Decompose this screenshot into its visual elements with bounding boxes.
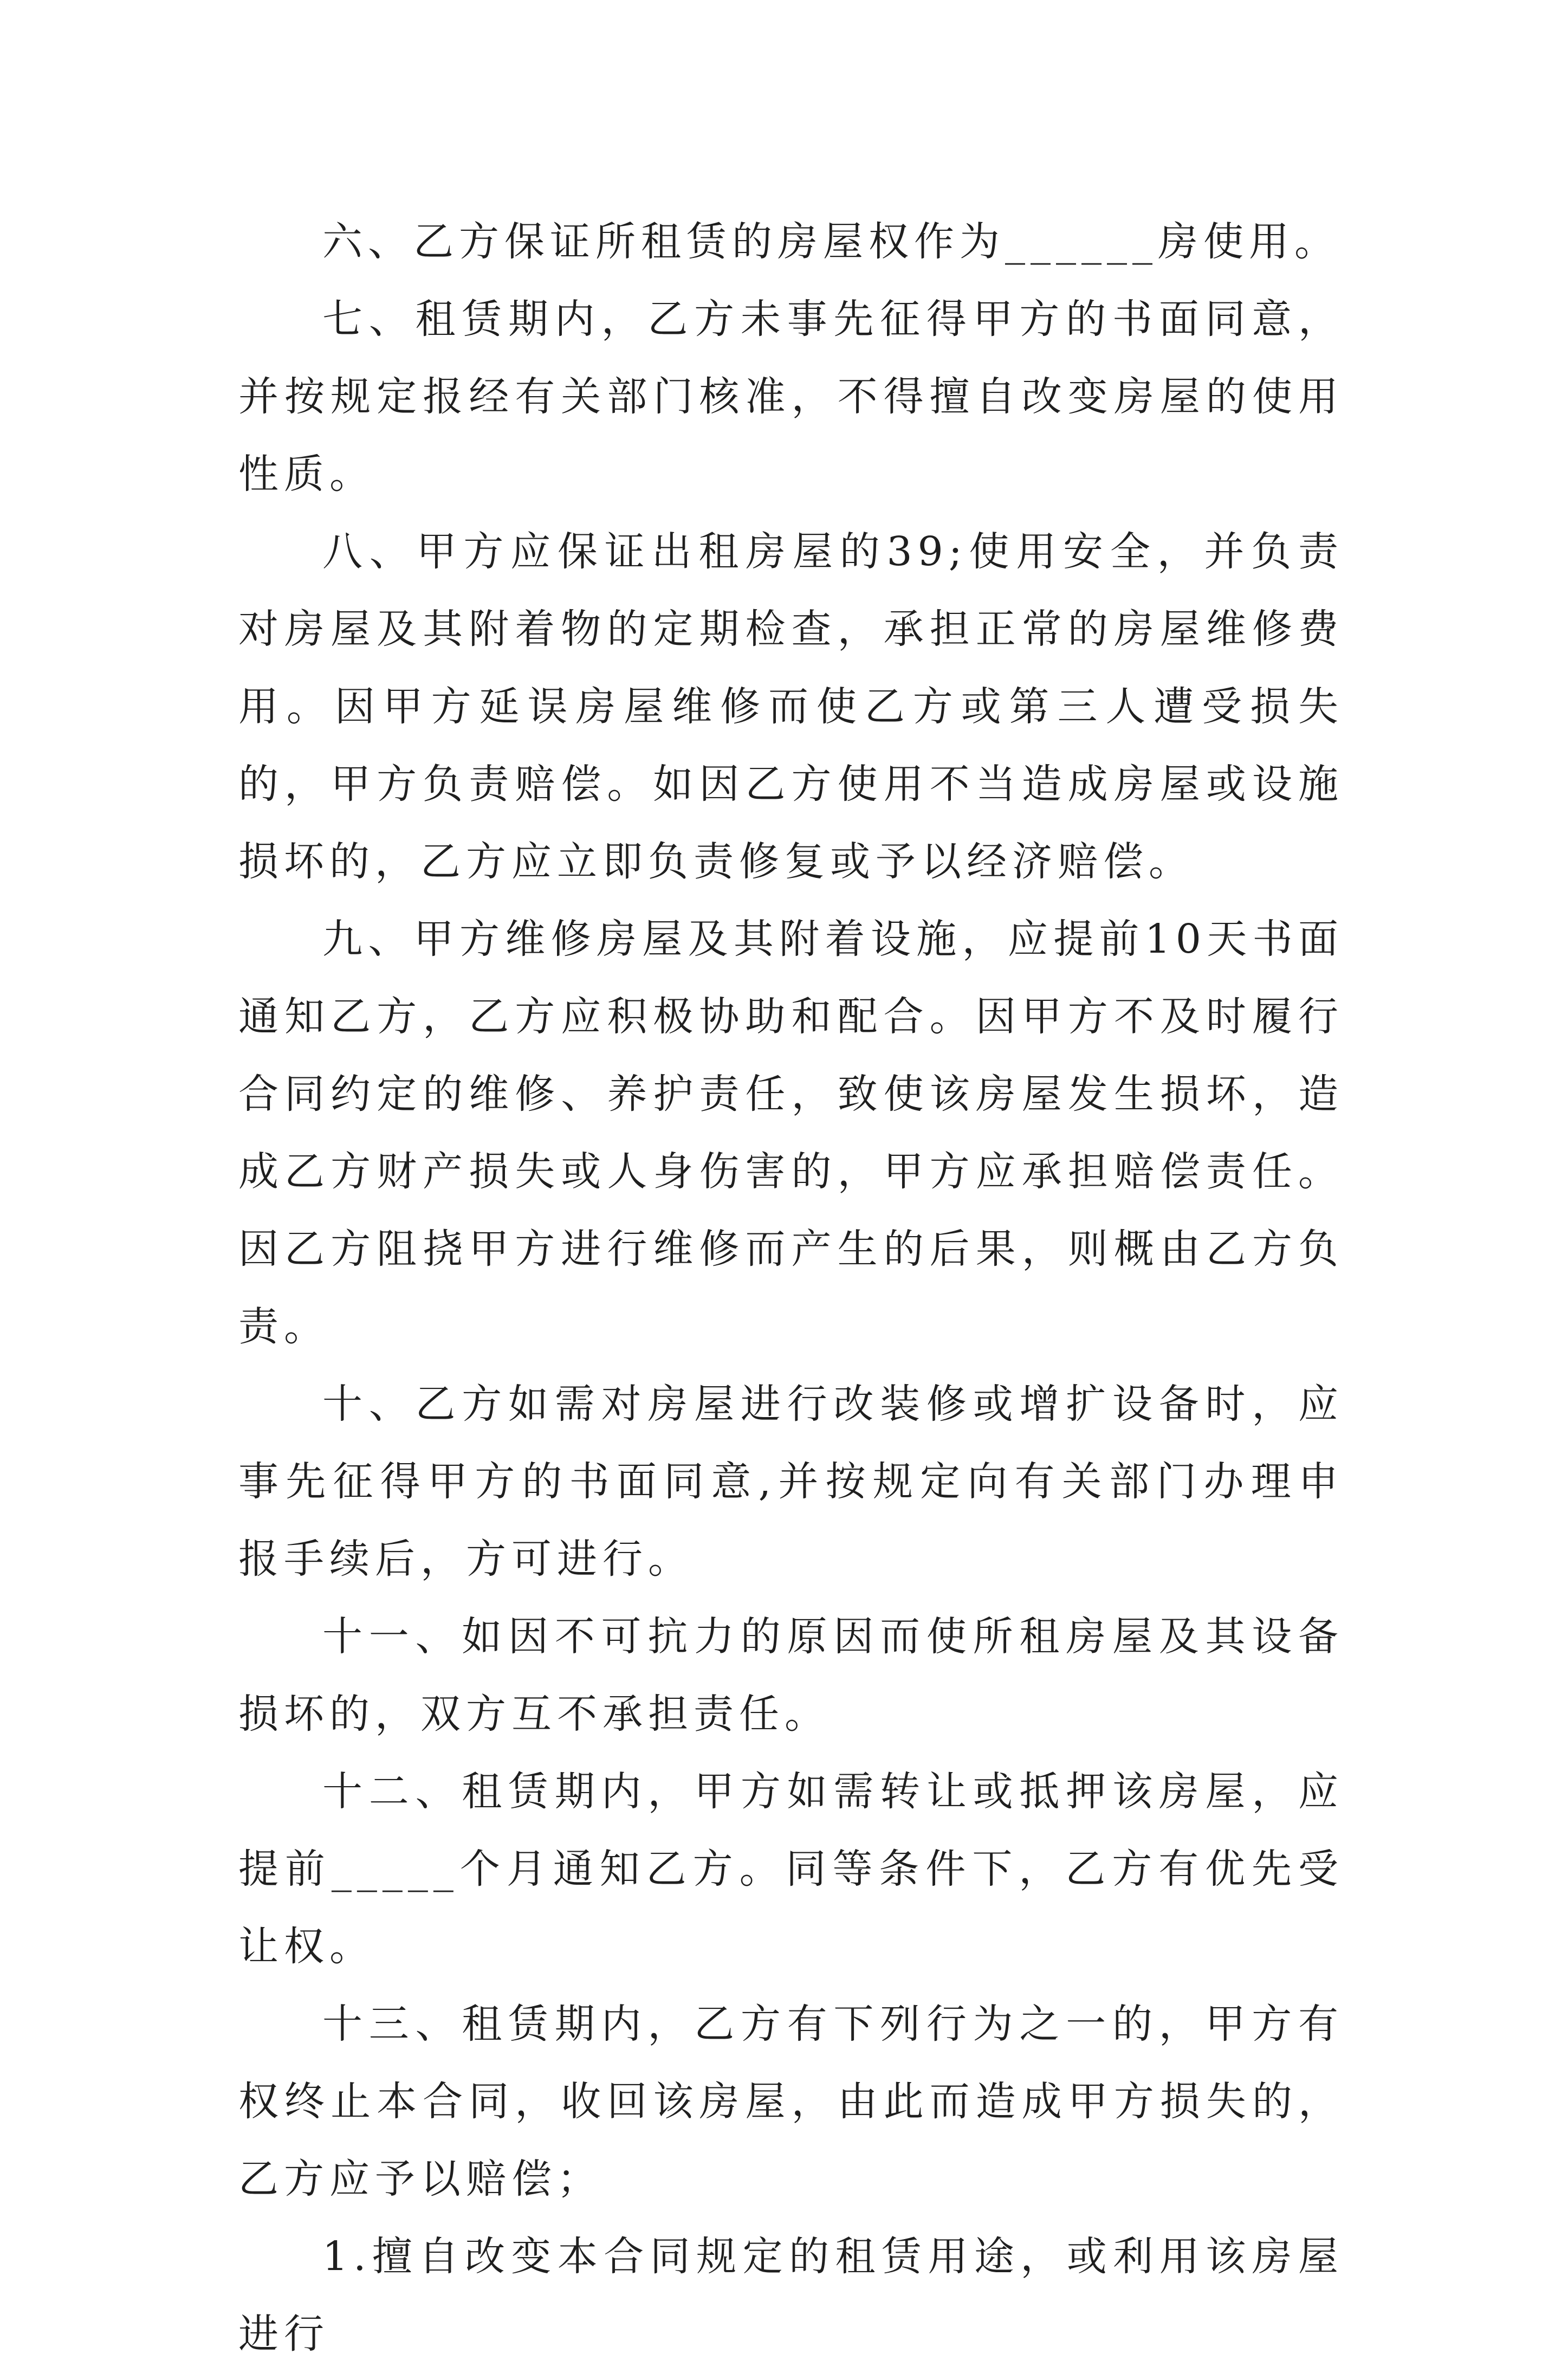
paragraph-clause-10: 十、乙方如需对房屋进行改装修或增扩设备时，应事先征得甲方的书面同意,并按规定向有关部门办理申报手续后，方可进行。 [238,1381,1344,1582]
paragraph-clause-6: 六、乙方保证所租赁的房屋权作为______房使用。 [322,218,1340,265]
paragraph-clause-11: 十一、如因不可抗力的原因而使所租房屋及其设备损坏的，双方互不承担责任。 [238,1613,1344,1737]
paragraph-clause-8: 八、甲方应保证出租房屋的39;使用安全，并负责对房屋及其附着物的定期检查，承担正常的房屋维修费用。因甲方延误房屋维修而使乙方或第三人遭受损失的，甲方负责赔偿。如因乙方使用不当造成房屋或设施损坏的，乙方应立即负责修复或予以经济赔偿。 [238,528,1344,885]
paragraph-clause-12: 十二、租赁期内，甲方如需转让或抵押该房屋，应提前_____个月通知乙方。同等条件下，乙方有优先受让权。 [238,1768,1344,1970]
paragraph-clause-13: 十三、租赁期内，乙方有下列行为之一的，甲方有权终止本合同，收回该房屋，由此而造成甲方损失的，乙方应予以赔偿； [238,2001,1344,2202]
paragraph-clause-7: 七、租赁期内，乙方未事先征得甲方的书面同意，并按规定报经有关部门核准，不得擅自改变房屋的使用性质。 [238,296,1344,497]
paragraph-clause-13-item-1: 1.擅自改变本合同规定的租赁用途，或利用该房屋进行 [238,2233,1344,2357]
document-body [238,203,1344,2373]
paragraph-clause-9: 九、甲方维修房屋及其附着设施，应提前10天书面通知乙方，乙方应积极协助和配合。因甲方不及时履行合同约定的维修、养护责任，致使该房屋发生损坏，造成乙方财产损失或人身伤害的，甲方应承担赔偿责任。因乙方阻挠甲方进行维修而产生的后果，则概由乙方负责。 [238,916,1344,1350]
